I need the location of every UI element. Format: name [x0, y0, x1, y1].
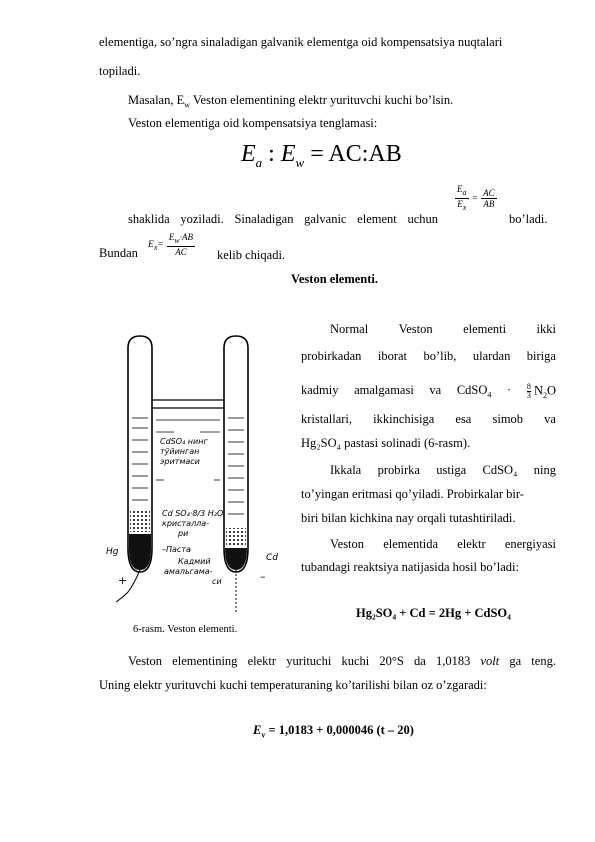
word: uchun — [407, 212, 438, 226]
paragraph-text: Bundan — [99, 246, 138, 260]
text-line — [128, 212, 438, 227]
example-line — [128, 93, 453, 110]
formula-equals: = — [304, 141, 329, 167]
subscript: a — [255, 154, 263, 170]
section-title: Veston elementi. — [291, 272, 379, 286]
reaction-equation: Hg₂SO₄ + Cd = 2Hg + CdSO₄ — [356, 606, 511, 620]
ex-formula: $E_x=$ $\frac{E_w\cdot AB}{AC}$ — [148, 232, 194, 257]
figure-caption: 6-rasm. Veston elementi. — [133, 624, 238, 635]
formula-colon: : — [262, 141, 281, 167]
svg-text:амальгама-: амальгама- — [164, 567, 213, 576]
paragraph-text: kelib chiqadi. — [217, 248, 286, 262]
word: galvanic — [304, 212, 347, 226]
word: Sinaladigan — [234, 212, 294, 226]
paragraph-text: elementiga, so’ngra sinaladigan galvanik elementga oid kompensatsiya nuqtalari — [99, 35, 503, 49]
formula-symbol: E — [241, 141, 256, 167]
text-line: probirkadan iborat bo’lib, ulardan biriga — [301, 349, 556, 363]
word: element — [357, 212, 397, 226]
text-line: kadmiy amalgamasi va CdSO$_4$ · $\frac{8}{3}$ $N_2O$ — [301, 382, 556, 400]
text-line: Ikkala probirka ustiga CdSO₄ ning — [330, 463, 556, 477]
text-line — [99, 35, 557, 50]
label-plus: + — [118, 574, 128, 587]
compensation-formula — [241, 141, 402, 171]
paragraph-text: Hg₂SO₄ pastasi solinadi (6-rasm). — [301, 436, 471, 450]
label-minus: – — [260, 570, 266, 583]
text-line: kristallari, ikkinchisiga esa simob va — [301, 412, 556, 426]
emf-temperature-formula: $E_v = 1,0183 + 0,000046$ (t – 20) — [253, 723, 414, 740]
svg-text:эритмаси: эритмаси — [160, 457, 200, 466]
paragraph-text: biri bilan kichkina nay orqali tutashtiriladi. — [301, 511, 516, 525]
text-line: Veston elementining elektr yurituchi kuchi 20°S da 1,0183 volt ga teng. — [128, 654, 556, 668]
svg-text:ри: ри — [178, 529, 189, 538]
paragraph-text: tubandagi reaktsiya natijasida hosil bo’ladi: — [301, 560, 519, 574]
subscript: w — [295, 154, 305, 170]
label-paste: –Паста — [162, 545, 191, 554]
svg-text:си: си — [212, 577, 222, 586]
paragraph-text: to’yingan eritmasi qo’yiladi. Probirkalar bir- — [301, 487, 524, 501]
paragraph-text: topiladi. — [99, 64, 141, 78]
label-crystals: Cd SO₄·8/3 H₂O — [162, 509, 224, 518]
paragraph-text: bo’ladi. — [509, 212, 548, 226]
label-cd: Cd — [266, 553, 278, 563]
word: yoziladi. — [180, 212, 224, 226]
fraction: $\frac{E_a}{E_x}$ — [457, 184, 467, 212]
subscript: w — [184, 100, 191, 110]
text-line: Veston elementida elektr energiyasi — [330, 537, 556, 551]
label-solution: CdSO₄ нинг — [160, 437, 208, 446]
svg-text:кристалла-: кристалла- — [162, 519, 210, 528]
fraction: $\frac{E_w\cdot AB}{AC}$ — [168, 232, 194, 257]
word: shaklida — [128, 212, 170, 226]
label-amalgam: Кадмий — [178, 557, 211, 566]
fraction: $\frac{AC}{AB}$ — [483, 187, 495, 209]
svg-text:тўйинган: тўйинган — [160, 447, 200, 456]
text-line: Normal Veston elementi ikki — [330, 322, 556, 336]
text-fragment: Masalan, E — [128, 93, 185, 107]
formula-rhs: AC:AB — [328, 141, 402, 167]
veston-cell-figure — [104, 330, 284, 622]
paragraph-text: Veston elementiga oid kompensatsiya tenglamasi: — [128, 116, 378, 130]
text-fragment: Veston elementining elektr yurituvchi kuchi bo’lsin. — [190, 93, 454, 107]
ratio-formula: $\frac{E_a}{E_x}$ = $\frac{AC}{AB}$ — [457, 184, 495, 212]
label-hg: Hg — [106, 547, 119, 557]
paragraph-text: Uning elektr yurituvchi kuchi temperaturaning ko’tarilishi bilan oz o’zgaradi: — [99, 678, 487, 692]
formula-symbol: E — [280, 141, 296, 167]
